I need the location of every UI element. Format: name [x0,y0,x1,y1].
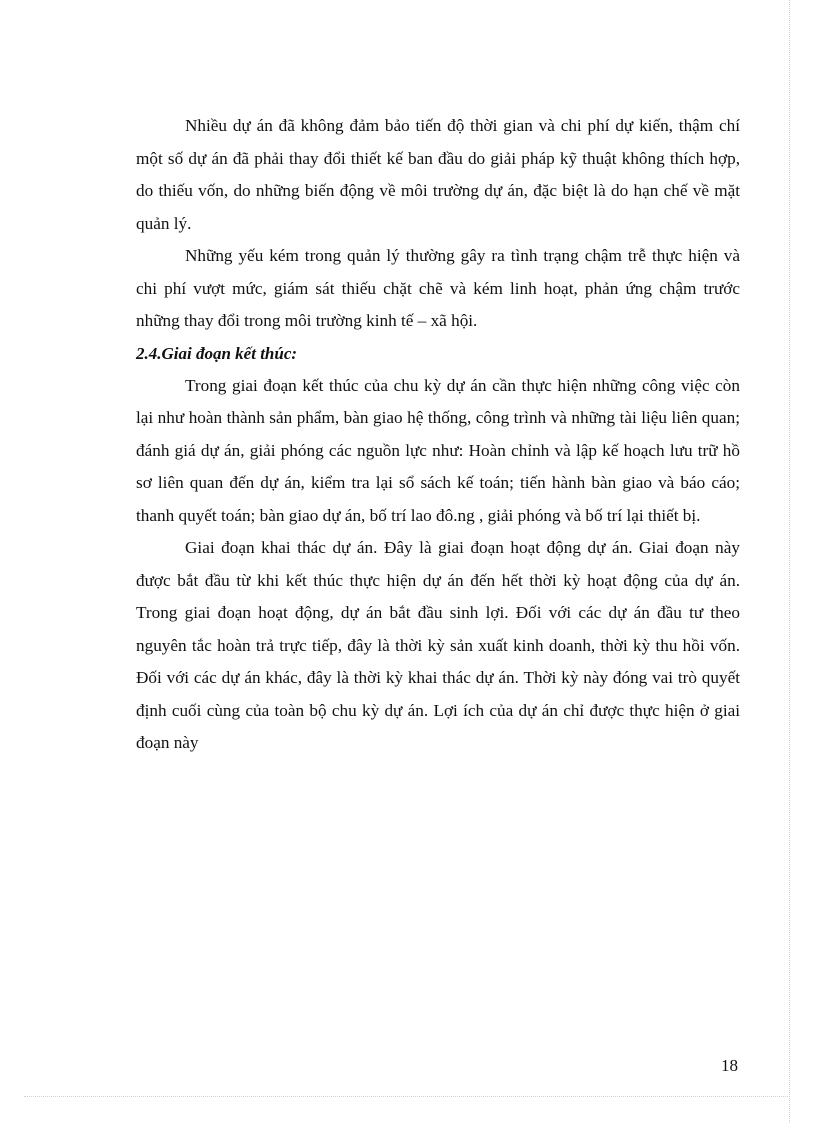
page-content [136,110,740,760]
paragraph-closing-phase: Trong giai đoạn kết thúc của chu kỳ dự án cần thực hiện những công việc còn lại như hoàn thành sản phẩm, bàn giao hệ thống, công trình và những tài liệu liên quan; đánh giá dự án, giải phóng các nguồn lực như: Hoàn chỉnh và lập kế hoạch lưu trữ hồ sơ liên quan đến dự án, kiểm tra lại sổ sách kế toán; tiến hành bàn giao và báo cáo; thanh quyết toán; bàn giao dự án, bố trí lao đô.ng , giải phóng và bố trí lại thiết bị. [136,375,740,525]
paragraph-management-weakness: Những yếu kém trong quản lý thường gây ra tình trạng chậm trễ thực hiện và chi phí vượt mức, giám sát thiếu chặt chẽ và kém linh hoạt, phản ứng chậm trước những thay đổi trong môi trường kinh tế – xã hội. [136,246,740,330]
page-number: 18 [721,1056,738,1075]
page-border-bottom [24,1095,790,1097]
section-heading: 2.4.Giai đoạn kết thúc: [136,343,298,363]
paragraph-operation-phase: Giai đoạn khai thác dự án. Đây là giai đoạn hoạt động dự án. Giai đoạn này được bắt đầu từ khi kết thúc thực hiện dự án đến hết thời kỳ hoạt động của dự án. Trong giai đoạn hoạt động, dự án bắt đầu sinh lợi. Đối với các dự án đầu tư theo nguyên tắc hoàn trả trực tiếp, đây là thời kỳ sản xuất kinh doanh, thời kỳ thu hồi vốn. Đối với các dự án khác, đây là thời kỳ khai thác dự án. Thời kỳ này đóng vai trò quyết định cuối cùng của toàn bộ chu kỳ dự án. Lợi ích của dự án chỉ được thực hiện ở giai đoạn này [136,538,740,752]
page-border-right [788,0,790,1123]
paragraph-schedule-cost: Nhiều dự án đã không đảm bảo tiến độ thời gian và chi phí dự kiến, thậm chí một số dự án đã phải thay đổi thiết kế ban đầu do giải pháp kỹ thuật không thích hợp, do thiếu vốn, do những biến động về môi trường dự án, đặc biệt là do hạn chế về mặt quản lý. [136,116,740,233]
